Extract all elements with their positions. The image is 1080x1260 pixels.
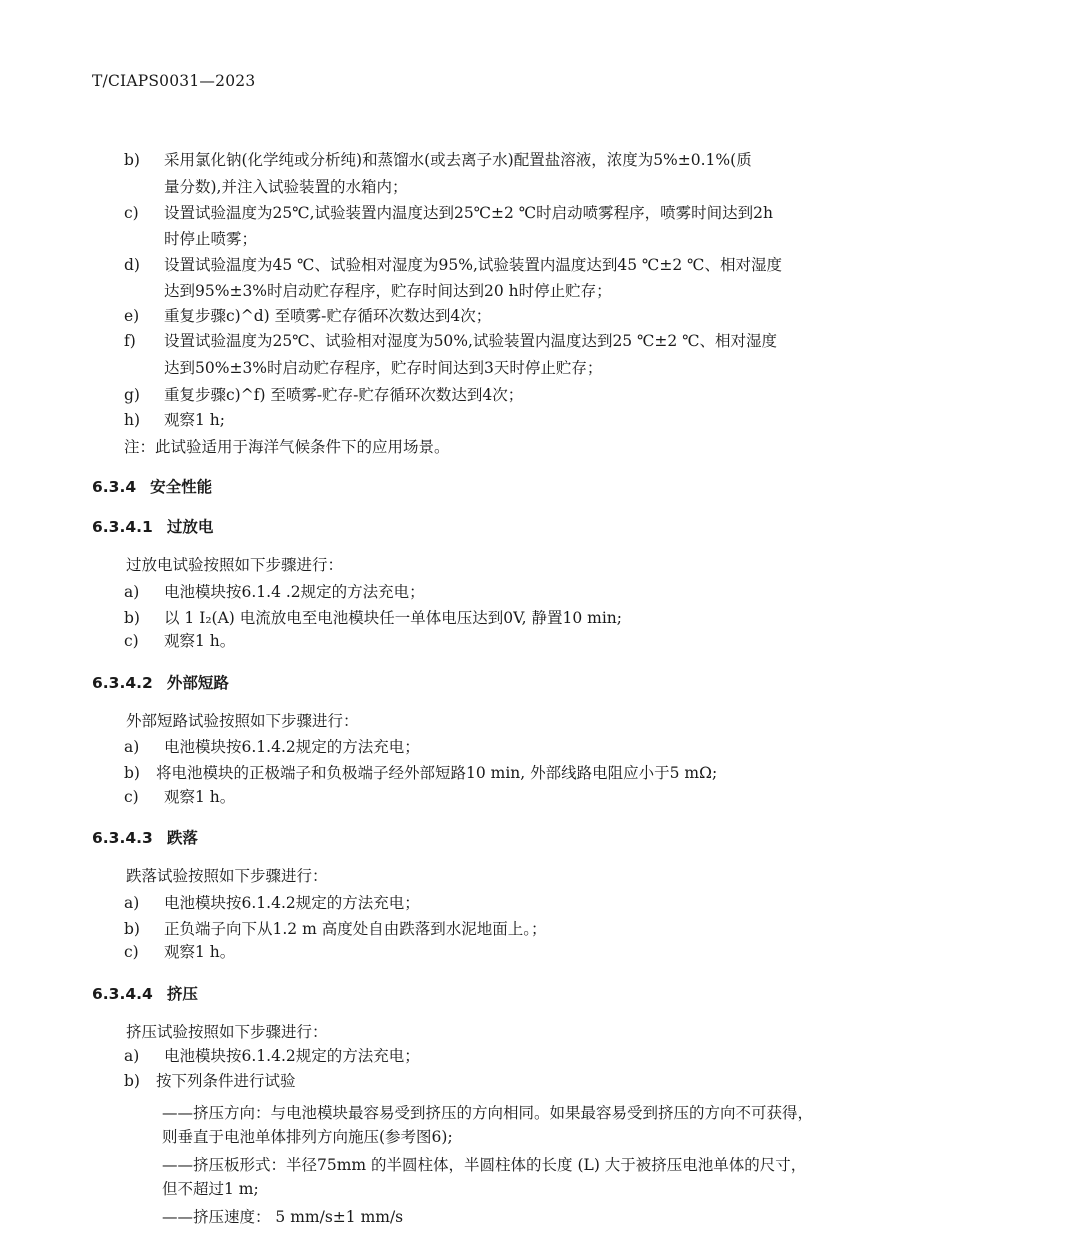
section-heading <box>92 673 229 693</box>
list-text: 电池模块按6.1.4.2规定的方法充电； <box>164 894 420 912</box>
list-item <box>124 942 235 962</box>
list-item <box>124 1071 296 1091</box>
list-text: 电池模块按6.1.4.2规定的方法充电； <box>164 1047 420 1065</box>
dash-item-continuation: 但不超过1 m; <box>162 1180 259 1198</box>
dash-item: ——挤压速度： 5 mm/s±1 mm/s <box>162 1208 404 1226</box>
list-marker: c) <box>124 632 139 650</box>
list-text: 观察1 h。 <box>164 943 236 961</box>
list-text: 观察1 h。 <box>164 788 236 806</box>
list-marker: c) <box>124 204 139 222</box>
list-item-continuation: 达到50%±3%时启动贮存程序，贮存时间达到3天时停止贮存； <box>164 359 603 377</box>
section-title: 挤压 <box>166 985 198 1003</box>
list-marker: e) <box>124 307 140 325</box>
list-text: 电池模块按6.1.4.2规定的方法充电； <box>164 738 420 756</box>
list-marker: g) <box>124 386 140 404</box>
list-item-continuation: 达到95%±3%时启动贮存程序，贮存时间达到20 h时停止贮存； <box>164 282 612 300</box>
list-item <box>124 763 717 783</box>
list-item <box>124 737 420 757</box>
list-marker: b) <box>124 920 140 938</box>
list-text: 按下列条件进行试验 <box>156 1072 296 1090</box>
list-marker: a) <box>124 1047 140 1065</box>
list-item <box>124 631 235 651</box>
list-item <box>124 919 546 939</box>
section-number: 6.3.4 <box>92 478 137 496</box>
list-text: 重复步骤c)^f) 至喷雾-贮存-贮存循环次数达到4次； <box>164 386 524 404</box>
list-text: 电池模块按6.1.4 .2规定的方法充电； <box>164 583 425 601</box>
list-marker: a) <box>124 583 140 601</box>
list-text: 正负端子向下从1.2 m 高度处自由跌落到水泥地面上。； <box>164 920 547 938</box>
dash-item: ——挤压方向：与电池模块最容易受到挤压的方向相同。如果最容易受到挤压的方向不可获得， <box>162 1104 814 1122</box>
paragraph: 跌落试验按照如下步骤进行： <box>126 867 328 885</box>
list-item <box>124 331 777 351</box>
section-title: 外部短路 <box>166 674 229 692</box>
list-item <box>124 150 752 170</box>
list-text: 设置试验温度为45 ℃、试验相对湿度为95%,试验装置内温度达到45 ℃±2 ℃、相对湿度 <box>164 256 782 274</box>
paragraph: 挤压试验按照如下步骤进行： <box>126 1023 328 1041</box>
list-item <box>124 893 420 913</box>
section-number: 6.3.4.1 <box>92 518 153 536</box>
list-marker: h) <box>124 411 141 429</box>
section-heading <box>92 517 213 537</box>
list-item <box>124 203 773 223</box>
list-text: 设置试验温度为25℃、试验相对湿度为50%,试验装置内温度达到25 ℃±2 ℃、相对湿度 <box>164 332 778 350</box>
list-item <box>124 255 782 275</box>
list-text: 观察1 h。 <box>164 632 236 650</box>
list-item <box>124 410 225 430</box>
section-heading <box>92 477 212 497</box>
section-title: 过放电 <box>166 518 214 536</box>
list-marker: b) <box>124 764 140 782</box>
list-item <box>124 787 235 807</box>
list-marker: a) <box>124 738 140 756</box>
list-text: 采用氯化钠(化学纯或分析纯)和蒸馏水(或去离子水)配置盐溶液，浓度为5%±0.1%(质 <box>164 151 752 169</box>
section-title: 跌落 <box>166 829 198 847</box>
list-marker: c) <box>124 943 139 961</box>
list-item <box>124 385 523 405</box>
list-text: 重复步骤c)^d) 至喷雾-贮存循环次数达到4次； <box>164 307 492 325</box>
list-marker: f) <box>124 332 136 350</box>
section-heading <box>92 984 198 1004</box>
list-text: 观察1 h; <box>164 411 225 429</box>
list-marker: a) <box>124 894 140 912</box>
list-marker: d) <box>124 256 140 274</box>
section-number: 6.3.4.2 <box>92 674 153 692</box>
section-title: 安全性能 <box>150 478 213 496</box>
list-marker: c) <box>124 788 139 806</box>
note: 注：此试验适用于海洋气候条件下的应用场景。 <box>124 438 450 456</box>
list-item <box>124 582 425 602</box>
dash-item: ——挤压板形式：半径75mm 的半圆柱体，半圆柱体的长度 (L) 大于被挤压电池单体的尺寸， <box>162 1156 807 1174</box>
section-number: 6.3.4.3 <box>92 829 153 847</box>
list-item <box>124 306 491 326</box>
list-text: 将电池模块的正极端子和负极端子经外部短路10 min, 外部线路电阻应小于5 mΩ; <box>156 764 718 782</box>
list-item-continuation: 时停止喷雾； <box>164 230 258 248</box>
document-number: T/CIAPS0031—2023 <box>92 72 256 90</box>
dash-item-continuation: 则垂直于电池单体排列方向施压(参考图6); <box>162 1128 453 1146</box>
list-marker: b) <box>124 151 140 169</box>
list-marker: b) <box>124 1072 140 1090</box>
list-marker: b) <box>124 609 140 627</box>
list-text: 设置试验温度为25℃,试验装置内温度达到25℃±2 ℃时启动喷雾程序，喷雾时间达到2h <box>164 204 774 222</box>
section-heading <box>92 828 198 848</box>
paragraph: 外部短路试验按照如下步骤进行： <box>126 712 359 730</box>
paragraph: 过放电试验按照如下步骤进行： <box>126 556 344 574</box>
section-number: 6.3.4.4 <box>92 985 153 1003</box>
list-item <box>124 1046 420 1066</box>
list-item-continuation: 量分数),并注入试验装置的水箱内； <box>164 178 408 196</box>
list-text: 以 1 I₂(A) 电流放电至电池模块任一单体电压达到0V, 静置10 min; <box>164 609 622 627</box>
list-item <box>124 608 622 628</box>
